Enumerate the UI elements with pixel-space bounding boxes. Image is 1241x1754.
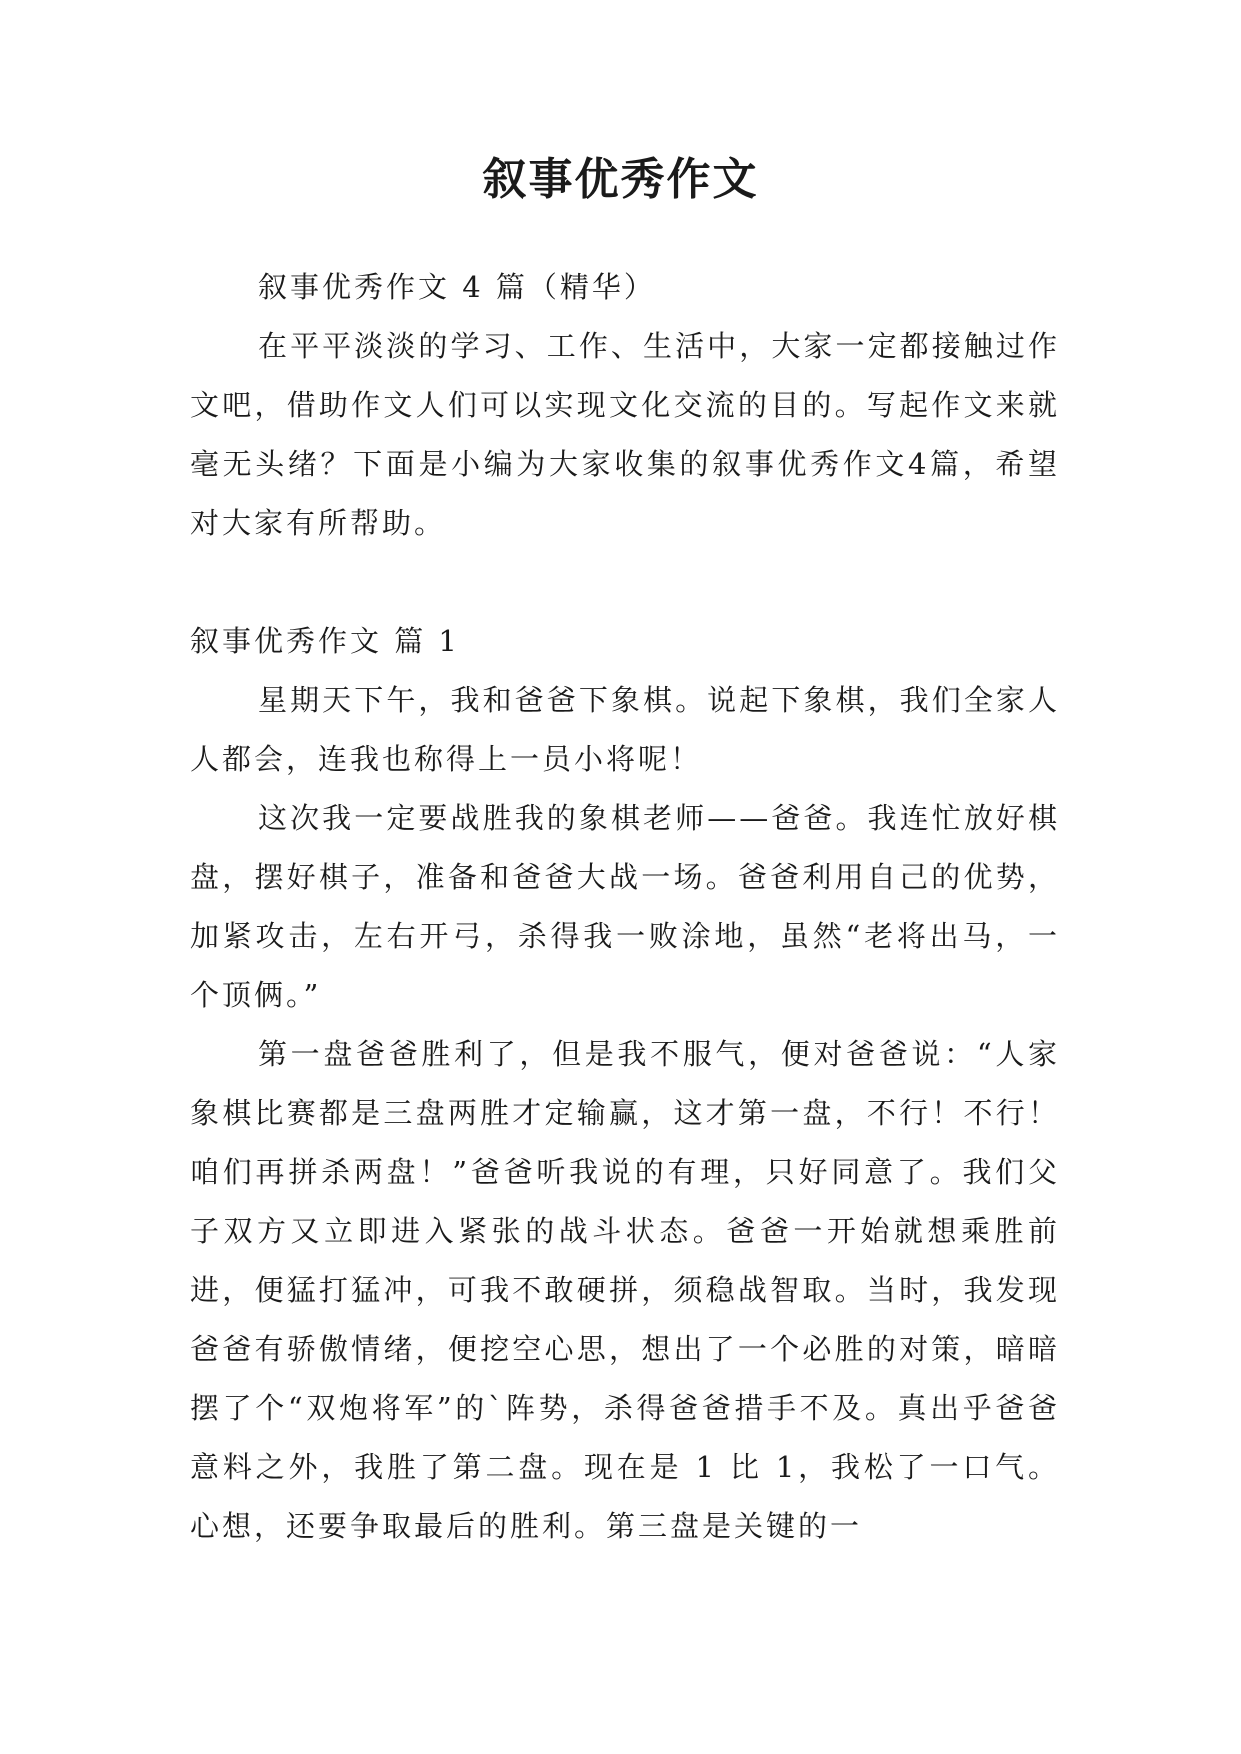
section-heading: 叙事优秀作文 篇 1 [190, 624, 460, 658]
document-subtitle: 叙事优秀作文 4 篇（精华） [258, 270, 656, 304]
body-paragraph: 这次我一定要战胜我的象棋老师——爸爸。我连忙放好棋盘，摆好棋子，准备和爸爸大战一场。爸爸利用自己的优势，加紧攻击，左右开弓，杀得我一败涂地，虽然“老将出马，一个顶俩。” [190, 801, 1060, 1012]
intro-paragraph: 在平平淡淡的学习、工作、生活中，大家一定都接触过作文吧，借助作文人们可以实现文化交流的目的。写起作文来就毫无头绪？下面是小编为大家收集的叙事优秀作文4篇，希望对大家有所帮助。 [190, 329, 1060, 540]
body-paragraph: 星期天下午，我和爸爸下象棋。说起下象棋，我们全家人人都会，连我也称得上一员小将呢！ [190, 683, 1060, 776]
body-paragraph: 第一盘爸爸胜利了，但是我不服气，便对爸爸说：“人家象棋比赛都是三盘两胜才定输赢，这才第一盘，不行！不行！咱们再拼杀两盘！”爸爸听我说的有理，只好同意了。我们父子双方又立即进入紧张的战斗状态。爸爸一开始就想乘胜前进，便猛打猛冲，可我不敢硬拼，须稳战智取。当时，我发现爸爸有骄傲情绪，便挖空心思，想出了一个必胜的对策，暗暗摆了个“双炮将军”的`阵势，杀得爸爸措手不及。真出乎爸爸意料之外，我胜了第二盘。现在是 1 比 1，我松了一口气。心想，还要争取最后的胜利。第三盘是关键的一 [190, 1037, 1060, 1543]
document-body [190, 258, 1060, 1556]
page-title: 叙事优秀作文 [482, 154, 759, 205]
